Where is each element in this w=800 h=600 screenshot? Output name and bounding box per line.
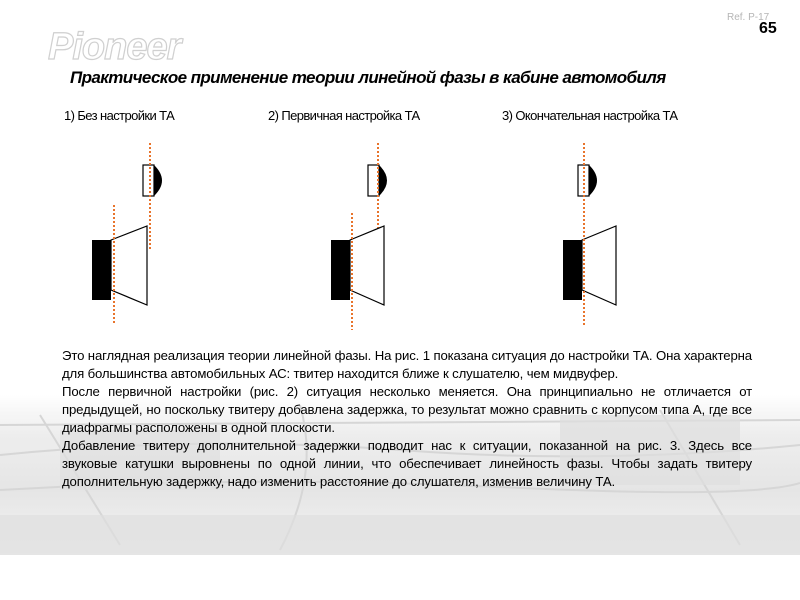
- figure-3: [563, 143, 616, 325]
- woofer-3: [563, 226, 616, 305]
- page-number: 65: [759, 20, 777, 37]
- tweeter-3: [578, 165, 597, 196]
- figure-2: [331, 143, 387, 330]
- stage-label-3: 3) Окончательная настройка ТА: [502, 108, 678, 123]
- woofer-1: [92, 226, 147, 305]
- explanation-text: [62, 347, 752, 491]
- paragraph-1: Это наглядная реализация теории линейной фазы. На рис. 1 показана ситуация до настройки ТА. Она характерна для большинства автомобильных АС: твитер находится ближе к слушателю, чем мидвуфер.: [62, 348, 752, 381]
- stage-label-2: 2) Первичная настройка ТА: [268, 108, 420, 123]
- pioneer-logo: Pioneer: [48, 26, 181, 68]
- stage-label-1: 1) Без настройки ТА: [64, 108, 175, 123]
- paragraph-2: После первичной настройки (рис. 2) ситуация несколько меняется. Она принципиально не отличается от предыдущей, но поскольку твитеру добавлена задержка, то результат можно сравнить с корпусом типа А, где все диафрагмы расположены в одной плоскости.: [62, 384, 752, 435]
- slide-title: Практическое применение теории линейной фазы в кабине автомобиля: [70, 68, 666, 87]
- reference-code: Ref. P-17: [727, 12, 770, 23]
- tweeter-1: [143, 165, 162, 196]
- paragraph-3: Добавление твитеру дополнительной задержки подводит нас к ситуации, показанной на рис. 3. Здесь все звуковые катушки выровнены по одной линии, что обеспечивает линейность фазы. Чтобы задать твитеру дополнительную задержку, надо изменить расстояние до слушателя, изменив величину ТА.: [62, 438, 752, 489]
- woofer-2: [331, 226, 384, 305]
- figure-1: [92, 143, 162, 325]
